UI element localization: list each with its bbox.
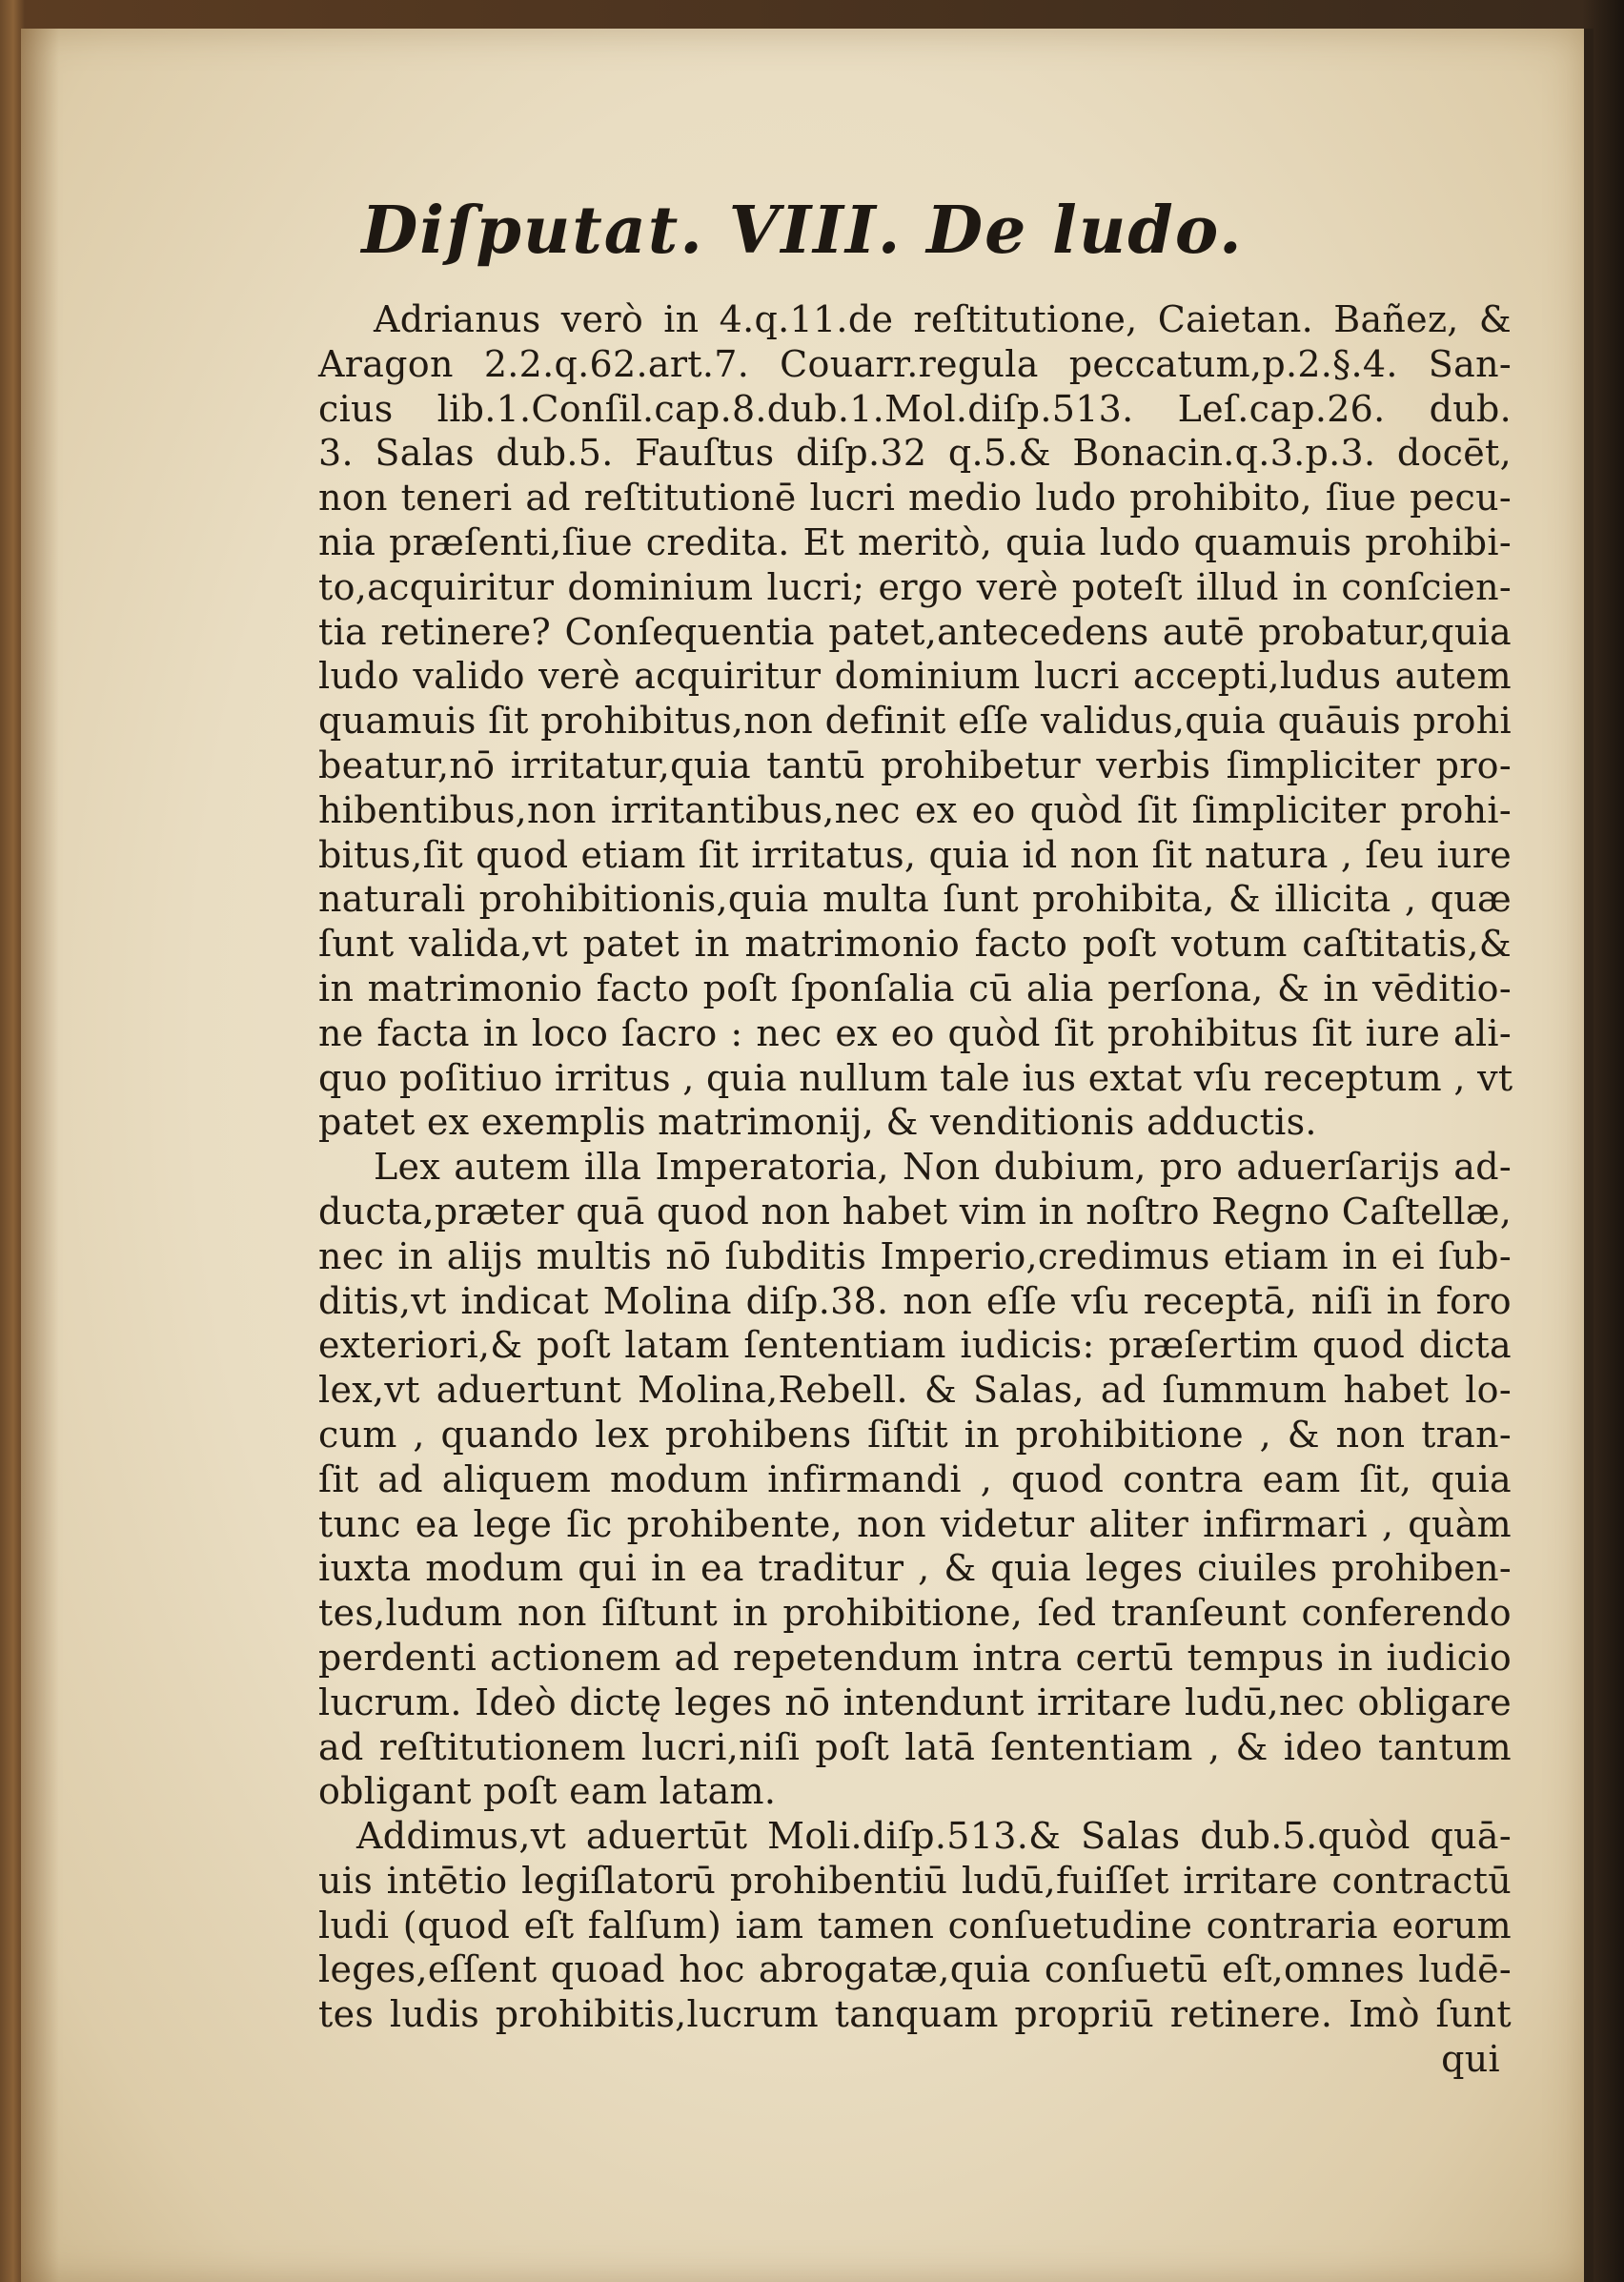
text-line: cum , quando lex prohibens ſiſtit in prohibitione , & non tran- — [318, 1413, 1512, 1456]
text-line: tia retinere? Conſequentia patet,antecedens autē probatur,quia — [318, 610, 1512, 653]
text-line: naturali prohibitionis,quia multa ſunt prohibita, & illicita , quæ — [318, 878, 1512, 921]
text-line: in matrimonio facto poſt ſponſalia cū alia perſona, & in vēditio- — [318, 967, 1512, 1009]
text-line: lucrum. Ideò dictę leges nō intendunt irritare ludū,nec obligare — [318, 1681, 1512, 1723]
page-heading: Diſputat. VIII. De ludo. — [361, 193, 1244, 269]
text-line: Addimus,vt aduertūt Moli.diſp.513.& Salas dub.5.quòd quā- — [356, 1815, 1512, 1858]
paragraph-2 — [318, 1145, 1512, 1814]
text-line: leges,eſſent quoad hoc abrogatæ,quia conſuetū eſt,omnes ludē- — [318, 1948, 1512, 1991]
text-line: quamuis ſit prohibitus,non definit eſſe validus,quia quāuis prohi — [318, 700, 1512, 743]
text-line: tes,ludum non ſiſtunt in prohibitione, ſed tranſeunt conferendo — [318, 1592, 1512, 1635]
text-line: ne facta in loco ſacro : nec ex eo quòd ſit prohibitus ſit iure ali- — [318, 1011, 1512, 1054]
catchword: qui — [1441, 2038, 1500, 2081]
text-line: quo poſitiuo irritus , quia nullum tale ius extat vſu receptum , vt — [318, 1056, 1513, 1099]
paragraph-3 — [318, 1814, 1512, 2037]
text-line: lex,vt aduertunt Molina,Rebell. & Salas, ad ſummum habet lo- — [318, 1369, 1512, 1412]
text-line: ſit ad aliquem modum infirmandi , quod contra eam ſit, quia — [318, 1457, 1512, 1500]
text-line: ſunt valida,vt patet in matrimonio facto poſt votum caſtitatis,& — [318, 923, 1512, 966]
text-line: patet ex exemplis matrimonij, & venditionis adductis. — [318, 1101, 1317, 1144]
text-line: ludi (quod eſt falſum) iam tamen conſuetudine contraria eorum — [318, 1904, 1512, 1946]
text-line: uis intētio legiſlatorū prohibentiū ludū,fuiſſet irritare contractū — [318, 1859, 1512, 1902]
text-line: bitus,ſit quod etiam ſit irritatus, quia id non ſit natura , ſeu iure — [318, 833, 1512, 876]
text-line: beatur,nō irritatur,quia tantū prohibetur verbis ſimpliciter pro- — [318, 744, 1512, 786]
text-line: Adrianus verò in 4.q.11.de reſtitutione, Caietan. Bañez, & — [374, 298, 1512, 340]
text-line: cius lib.1.Conſil.cap.8.dub.1.Mol.diſp.513. Leſ.cap.26. dub. — [318, 387, 1512, 430]
text-line: 3. Salas dub.5. Fauſtus diſp.32 q.5.& Bonacin.q.3.p.3. docēt, — [318, 432, 1512, 475]
text-line: non teneri ad reſtitutionē lucri medio ludo prohibito, ſiue pecu- — [318, 477, 1512, 520]
text-line: ludo valido verè acquiritur dominium lucri accepti,ludus autem — [318, 655, 1512, 698]
text-line: tes ludis prohibitis,lucrum tanquam propriū retinere. Imò ſunt — [318, 1993, 1512, 2036]
paragraph-1 — [318, 297, 1512, 1145]
text-line: ad reſtitutionem lucri,niſi poſt latā ſententiam , & ideo tantum — [318, 1725, 1512, 1768]
page-text — [318, 297, 1512, 2082]
text-line: Lex autem illa Imperatoria, Non dubium, pro aduerſarijs ad- — [374, 1146, 1512, 1189]
text-line: nec in alijs multis nō ſubditis Imperio,credimus etiam in ei ſub- — [318, 1234, 1512, 1277]
text-line: obligant poſt eam latam. — [318, 1770, 777, 1813]
text-line: exteriori,& poſt latam ſententiam iudicis: præſertim quod dicta — [318, 1324, 1512, 1367]
text-line: ditis,vt indicat Molina diſp.38. non eſſe vſu receptā, niſi in foro — [318, 1279, 1512, 1322]
text-line: hibentibus,non irritantibus,nec ex eo quòd ſit ſimpliciter prohi- — [318, 788, 1512, 831]
text-line: to,acquiritur dominium lucri; ergo verè poteſt illud in conſcien- — [318, 565, 1512, 608]
text-line: ducta,præter quā quod non habet vim in noſtro Regno Caſtellæ, — [318, 1190, 1512, 1233]
text-line: iuxta modum qui in ea traditur , & quia leges ciuiles prohiben- — [318, 1547, 1512, 1590]
text-line: nia præſenti,ſiue credita. Et meritò, quia ludo quamuis prohibi- — [318, 520, 1512, 563]
text-line: Aragon 2.2.q.62.art.7. Couarr.regula peccatum,p.2.§.4. San- — [318, 342, 1512, 385]
text-line: tunc ea lege ſic prohibente, non videtur aliter infirmari , quàm — [318, 1502, 1512, 1545]
book-page — [21, 29, 1594, 2282]
text-line: perdenti actionem ad repetendum intra certū tempus in iudicio — [318, 1636, 1512, 1679]
